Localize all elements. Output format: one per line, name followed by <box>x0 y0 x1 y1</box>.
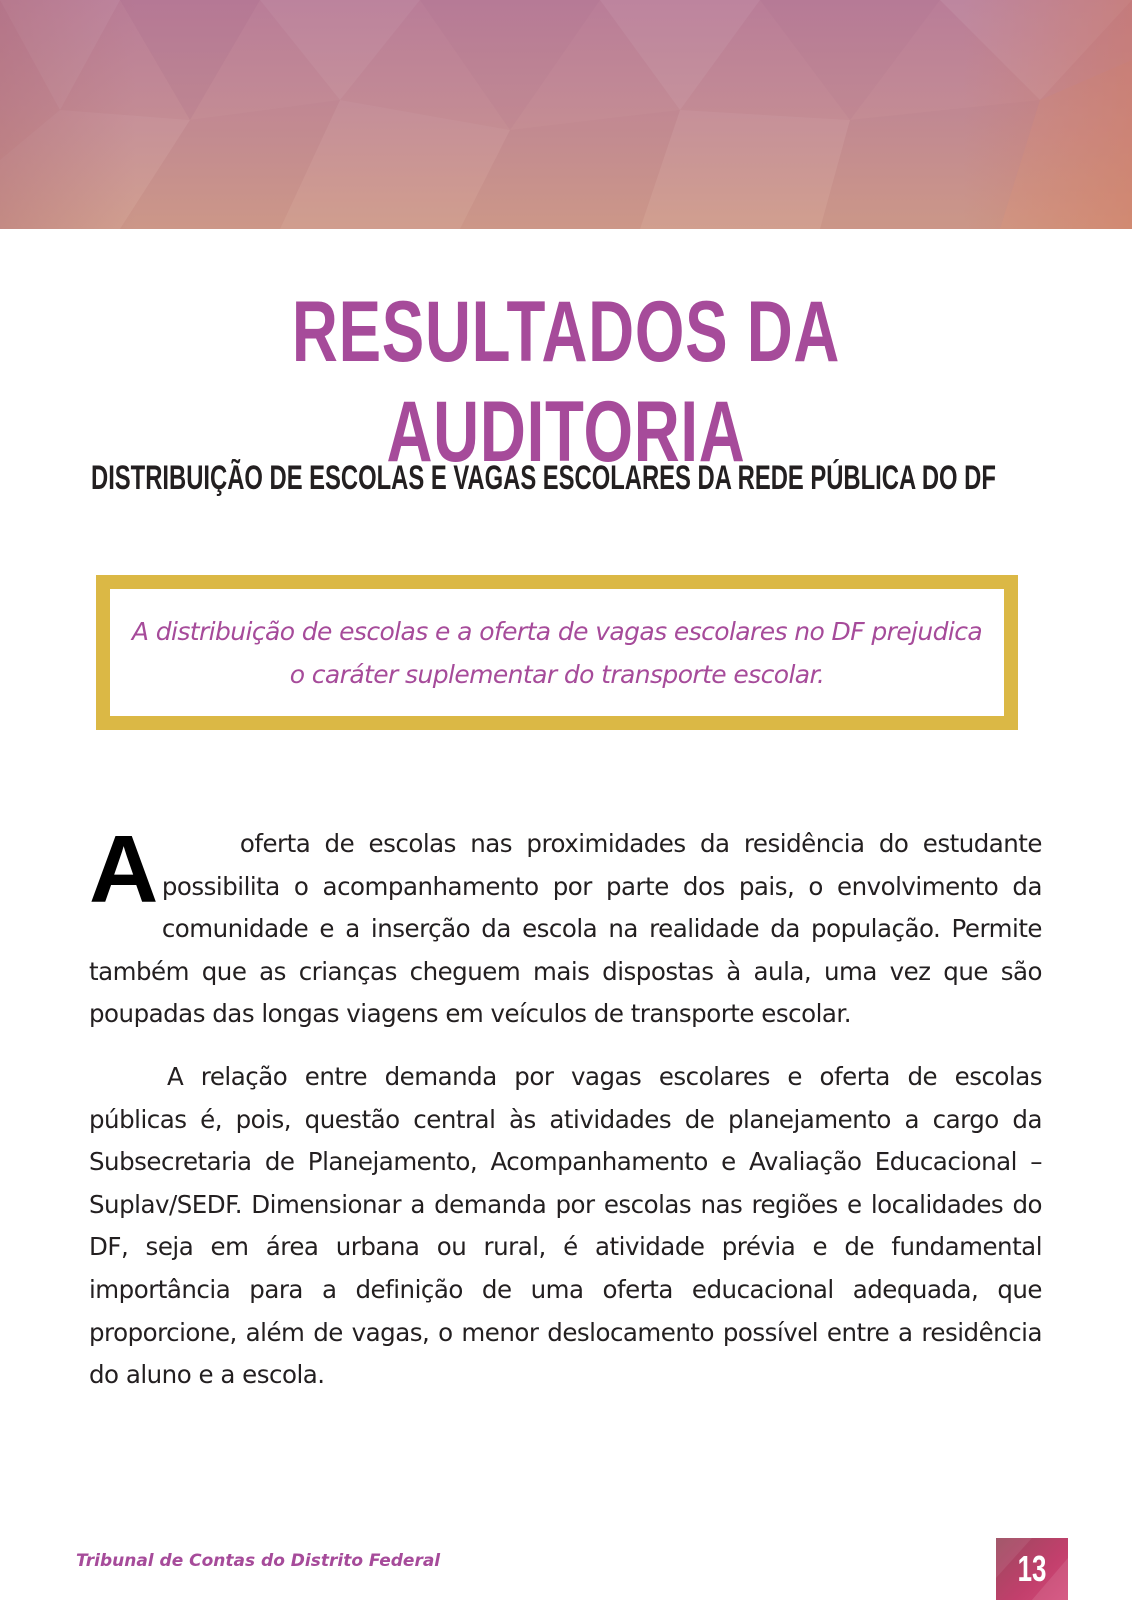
header-banner <box>0 0 1132 229</box>
callout-box <box>96 575 1018 730</box>
drop-cap: A <box>89 816 158 923</box>
body-text <box>89 816 1042 1397</box>
paragraph-1-text: oferta de escolas nas proximidades da residência do estudante possibilita o acompanhamento por parte dos pais, o envolvimento da comunidade e a inserção da escola na realidade da população. Permite também que as crianças cheguem mais dispostas à aula, uma vez que são poupadas das longas viagens em veículos de transporte escolar. <box>89 829 1042 1029</box>
paragraph-2: A relação entre demanda por vagas escolares e oferta de escolas públicas é, pois, questão central às atividades de planejamento a cargo da Subsecretaria de Planejamento, Acompanhamento e Avaliação Educacional – Suplav/SEDF. Dimensionar a demanda por escolas nas regiões e localidades do DF, seja em área urbana ou rural, é atividade prévia e de fundamental importância para a definição de uma oferta educacional adequada, que proporcione, além de vagas, o menor deslocamento possível entre a residência do aluno e a escola. <box>89 1061 1042 1390</box>
callout-text: A distribuição de escolas e a oferta de vagas escolares no DF prejudica o caráter suplementar do transporte escolar. <box>131 616 983 689</box>
paragraph-1 <box>89 816 1042 1036</box>
section-heading: DISTRIBUIÇÃO DE ESCOLAS E VAGAS ESCOLARES DA REDE PÚBLICA DO DF <box>91 459 996 497</box>
page-number-box <box>996 1538 1068 1600</box>
footer-organization: Tribunal de Contas do Distrito Federal <box>76 1551 441 1571</box>
page-title: RESULTADOS DA AUDITORIA <box>291 284 841 480</box>
page-number: 13 <box>1017 1548 1047 1589</box>
header-shade <box>0 0 1132 229</box>
